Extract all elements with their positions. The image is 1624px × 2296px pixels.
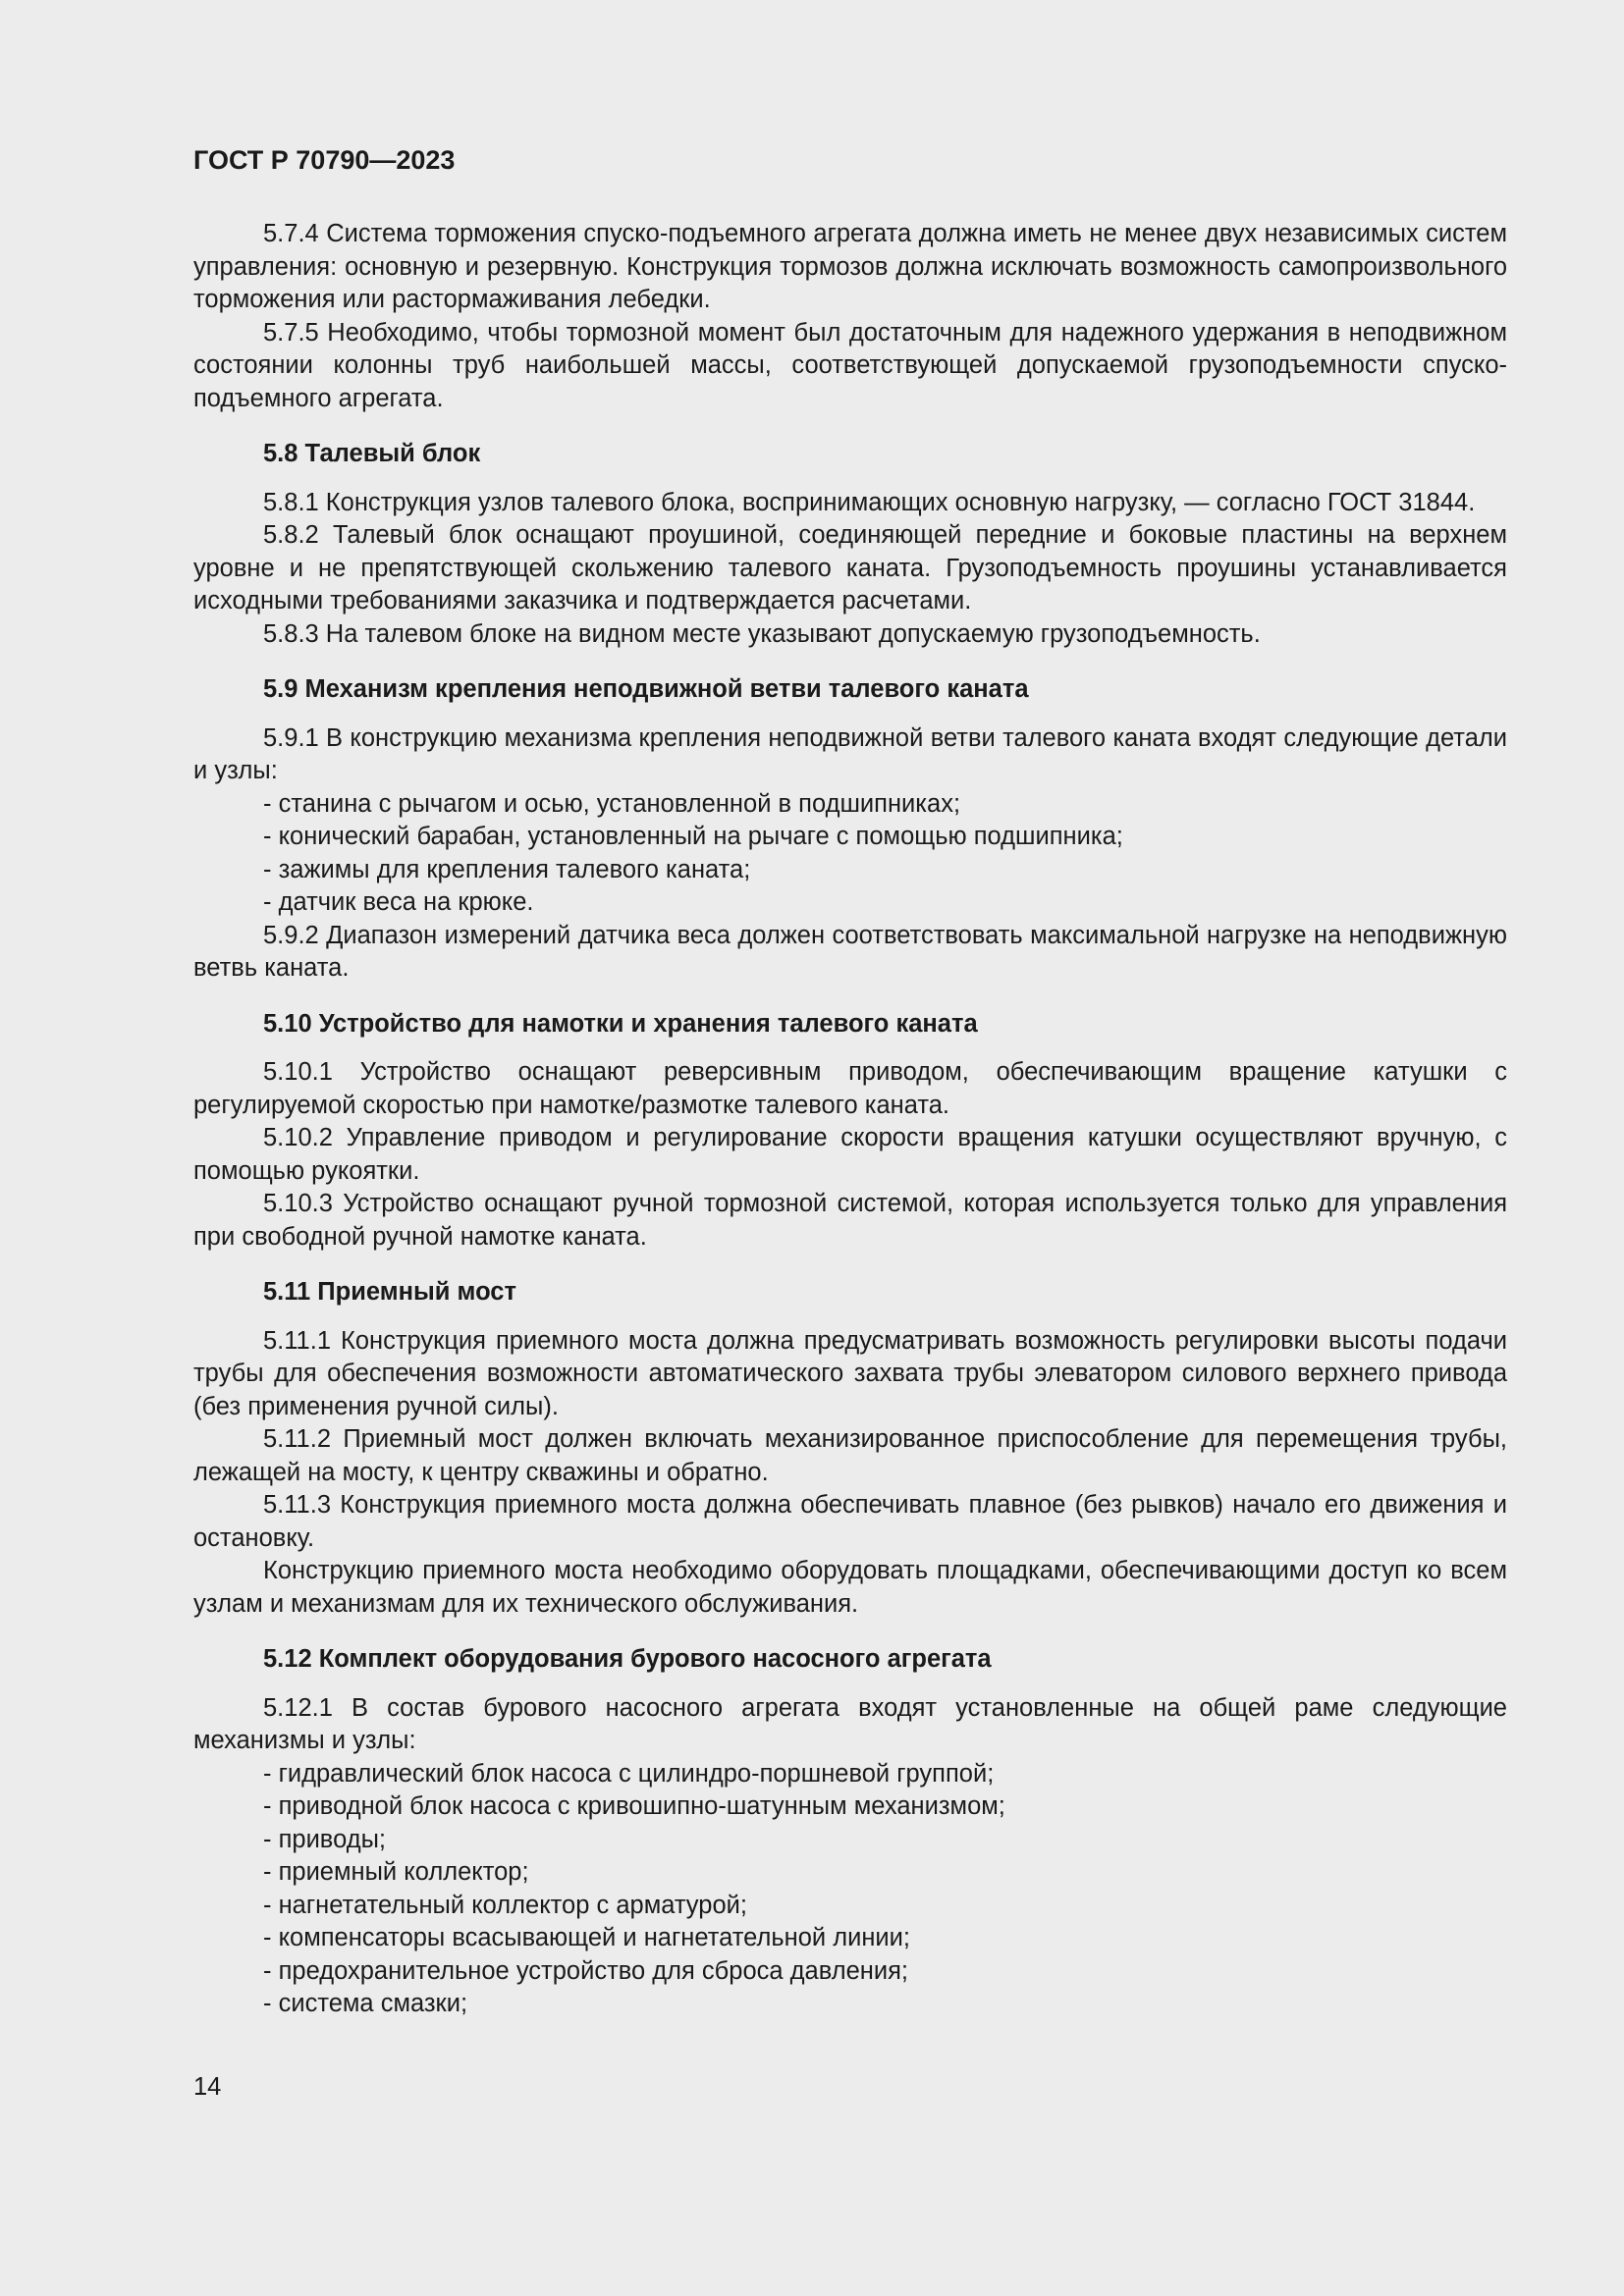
- page-number: 14: [193, 2073, 222, 2101]
- section-heading-5-9: 5.9 Механизм крепления неподвижной ветви талевого каната: [263, 675, 1029, 703]
- paragraph-5-7-4: 5.7.4 Система торможения спуско-подъемного агрегата должна иметь не менее двух независимых систем управления: основную и резервную. Конструкция тормозов должна исключать возможность самопроизвольного торможения или растормаживания лебедки.: [193, 220, 1507, 313]
- paragraph-5-11-3: 5.11.3 Конструкция приемного моста должна обеспечивать плавное (без рывков) начало его движения и остановку.: [193, 1491, 1507, 1552]
- paragraph-5-11-1: 5.11.1 Конструкция приемного моста должна предусматривать возможность регулировки высоты подачи трубы для обеспечения возможности автоматического захвата трубы элеватором силового верхнего привода (без применения ручной силы).: [193, 1326, 1507, 1420]
- section-heading-5-12: 5.12 Комплект оборудования бурового насосного агрегата: [263, 1645, 992, 1673]
- paragraph-5-10-1: 5.10.1 Устройство оснащают реверсивным приводом, обеспечивающим вращение катушки с регулируемой скоростью при намотке/размотке талевого каната.: [193, 1058, 1507, 1119]
- document-page: [193, 143, 1507, 2021]
- paragraph-5-10-3: 5.10.3 Устройство оснащают ручной тормозной системой, которая используется только для управления при свободной ручной намотке каната.: [193, 1190, 1507, 1251]
- list-item: - приводной блок насоса с кривошипно-шатунным механизмом;: [263, 1792, 1005, 1820]
- section-heading-5-8: 5.8 Талевый блок: [263, 440, 481, 467]
- paragraph-5-8-2: 5.8.2 Талевый блок оснащают проушиной, соединяющей передние и боковые пластины на верхнем уровне и не препятствующей скольжению талевого каната. Грузоподъемность проушины устанавливается исходными требованиями заказчика и подтверждается расчетами.: [193, 521, 1507, 614]
- paragraph-5-7-5: 5.7.5 Необходимо, чтобы тормозной момент был достаточным для надежного удержания в неподвижном состоянии колонны труб наибольшей массы, соответствующей допускаемой грузоподъемности спуско-подъемного агрегата.: [193, 318, 1507, 412]
- section-heading-5-11: 5.11 Приемный мост: [263, 1278, 516, 1306]
- list-item: - датчик веса на крюке.: [263, 888, 534, 916]
- section-heading-5-10: 5.10 Устройство для намотки и хранения талевого каната: [263, 1009, 978, 1038]
- list-item: - зажимы для крепления талевого каната;: [263, 855, 751, 883]
- paragraph-5-10-2: 5.10.2 Управление приводом и регулирование скорости вращения катушки осуществляют вручную, с помощью рукоятки.: [193, 1124, 1507, 1185]
- list-item: - гидравлический блок насоса с цилиндро-поршневой группой;: [263, 1759, 995, 1788]
- paragraph-5-8-3: 5.8.3 На талевом блоке на видном месте указывают допускаемую грузоподъемность.: [263, 619, 1261, 648]
- list-item: - компенсаторы всасывающей и нагнетательной линии;: [263, 1924, 910, 1951]
- paragraph-5-11-note: Конструкцию приемного моста необходимо оборудовать площадками, обеспечивающими доступ ко всем узлам и механизмам для их технического обслуживания.: [193, 1557, 1507, 1618]
- list-item: - предохранительное устройство для сброса давления;: [263, 1956, 908, 1985]
- paragraph-5-8-1: 5.8.1 Конструкция узлов талевого блока, воспринимающих основную нагрузку, — согласно ГОСТ 31844.: [263, 488, 1476, 516]
- paragraph-5-9-2: 5.9.2 Диапазон измерений датчика веса должен соответствовать максимальной нагрузке на неподвижную ветвь каната.: [193, 921, 1507, 982]
- paragraph-5-12-1: 5.12.1 В состав бурового насосного агрегата входят установленные на общей раме следующие механизмы и узлы:: [193, 1693, 1507, 1754]
- list-item: - приемный коллектор;: [263, 1858, 529, 1886]
- list-item: - станина с рычагом и осью, установленной в подшипниках;: [263, 789, 961, 818]
- document-code-header: ГОСТ Р 70790—2023: [193, 145, 456, 175]
- paragraph-5-9-1: 5.9.1 В конструкцию механизма крепления неподвижной ветви талевого каната входят следующие детали и узлы:: [193, 723, 1507, 784]
- list-item: - конический барабан, установленный на рычаге с помощью подшипника;: [263, 823, 1123, 850]
- list-item: - система смазки;: [263, 1990, 468, 2017]
- list-item: - нагнетательный коллектор с арматурой;: [263, 1891, 747, 1919]
- list-item: - приводы;: [263, 1825, 386, 1853]
- paragraph-5-11-2: 5.11.2 Приемный мост должен включать механизированное приспособление для перемещения трубы, лежащей на мосту, к центру скважины и обратно.: [193, 1425, 1507, 1486]
